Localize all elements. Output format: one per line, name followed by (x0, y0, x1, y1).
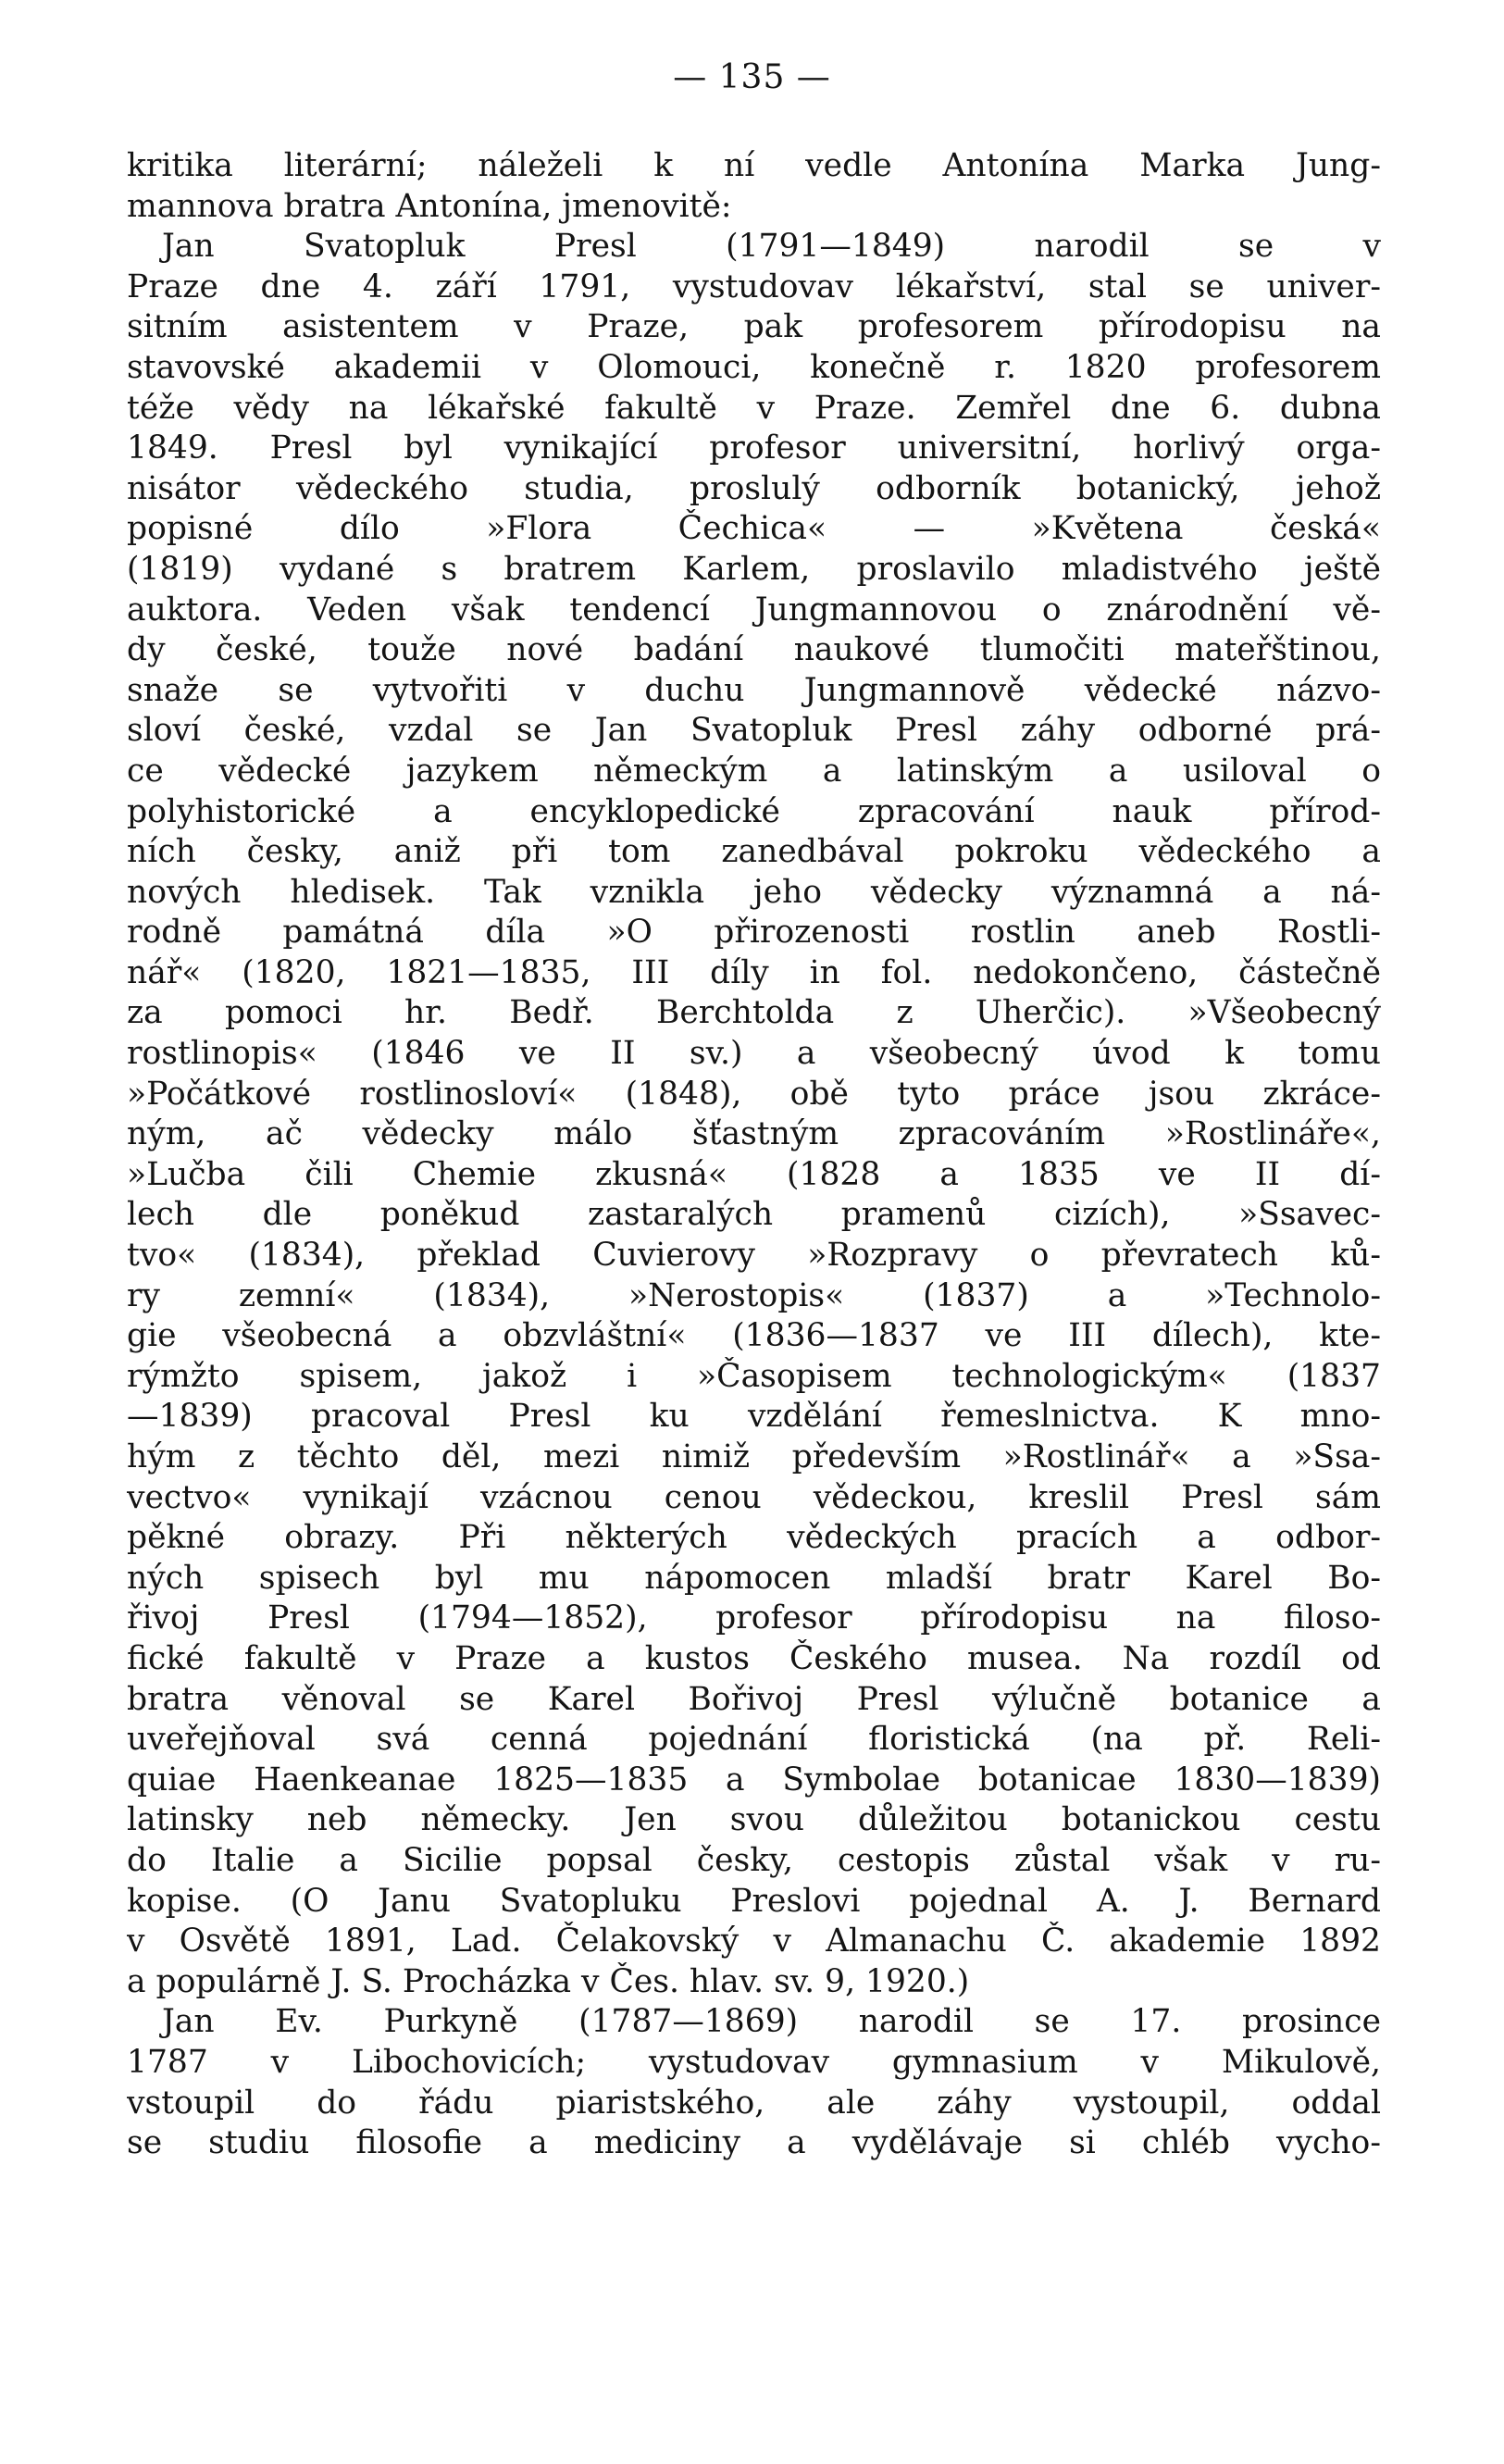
text-line: vstoupil do řádu piaristského, ale záhy vystoupil, oddal (127, 2084, 1381, 2122)
text-line: v Osvětě 1891, Lad. Čelakovský v Almanachu Č. akademie 1892 (127, 1923, 1381, 1960)
text-line: polyhistorické a encyklopedické zpracování nauk přírod- (127, 792, 1381, 830)
text-line: za pomoci hr. Bedř. Berchtolda z Uherčic). »Všeobecný (127, 994, 1381, 1032)
text-line: vectvo« vynikají vzácnou cenou vědeckou, kreslil Presl sám (127, 1478, 1381, 1516)
text-line: hým z těchto děl, mezi nimiž především »Rostlinář« a »Ssa- (127, 1438, 1381, 1475)
text-line: nář« (1820, 1821—1835, III díly in fol. nedokončeno, částečně (127, 953, 1381, 991)
text-line: bratra věnoval se Karel Bořivoj Presl výlučně botanice a (127, 1680, 1381, 1718)
text-line: snaže se vytvořiti v duchu Jungmannově vědecké názvo- (127, 671, 1381, 709)
text-line: popisné dílo »Flora Čechica« — »Květena česká« (127, 510, 1381, 548)
text-line: latinsky neb německy. Jen svou důležitou botanickou cestu (127, 1801, 1381, 1839)
page-number: — 135 — (673, 58, 831, 96)
body-text (127, 146, 1381, 2164)
text-line: kritika literární; náleželi k ní vedle Antonína Marka Jung- (127, 147, 1381, 184)
text-line: sitním asistentem v Praze, pak profesorem přírodopisu na (127, 308, 1381, 346)
text-line: (1819) vydané s bratrem Karlem, proslavilo mladistvého ještě (127, 550, 1381, 588)
text-line: ry zemní« (1834), »Nerostopis« (1837) a »Technolo- (127, 1276, 1381, 1314)
text-line: —1839) pracoval Presl ku vzdělání řemeslnictva. K mno- (127, 1398, 1381, 1436)
text-line: rostlinopis« (1846 ve II sv.) a všeobecný úvod k tomu (127, 1035, 1381, 1073)
text-line: Jan Svatopluk Presl (1791—1849) narodil se v (162, 228, 1381, 266)
text-line: 1787 v Libochovicích; vystudovav gymnasium v Mikulově, (127, 2043, 1381, 2081)
text-line: fické fakultě v Praze a kustos Českého musea. Na rozdíl od (127, 1639, 1381, 1677)
text-line: do Italie a Sicilie popsal česky, cestopis zůstal však v ru- (127, 1841, 1381, 1879)
text-line: se studiu filosofie a mediciny a vydělávaje si chléb vycho- (127, 2124, 1381, 2162)
text-line: dy české, touže nové badání naukové tlumočiti mateřštinou, (127, 631, 1381, 669)
text-line: ných spisech byl mu nápomocen mladší bratr Karel Bo- (127, 1559, 1381, 1597)
text-line: Praze dne 4. září 1791, vystudovav lékařství, stal se univer- (127, 268, 1381, 305)
text-line: gie všeobecná a obzvláštní« (1836—1837 ve III dílech), kte- (127, 1317, 1381, 1355)
text-line: 1849. Presl byl vynikající profesor universitní, horlivý orga- (127, 429, 1381, 467)
text-line: sloví české, vzdal se Jan Svatopluk Presl záhy odborné prá- (127, 712, 1381, 750)
text-line: nových hledisek. Tak vznikla jeho vědecky významná a ná- (127, 873, 1381, 911)
text-line: a populárně J. S. Procházka v Čes. hlav. sv. 9, 1920.) (127, 1962, 970, 2000)
text-line: pěkné obrazy. Při některých vědeckých pracích a odbor- (127, 1519, 1381, 1557)
text-line: rýmžto spisem, jakož i »Časopisem technologickým« (1837 (127, 1357, 1381, 1395)
text-line: nisátor vědeckého studia, proslulý odborník botanický, jehož (127, 469, 1381, 507)
text-line: ným, ač vědecky málo šťastným zpracováním »Rostlináře«, (127, 1115, 1381, 1153)
text-line: rodně památná díla »O přirozenosti rostlin aneb Rostli- (127, 914, 1381, 952)
text-line: tvo« (1834), překlad Cuvierovy »Rozpravy o převratech ků- (127, 1237, 1381, 1275)
text-line: mannova bratra Antonína, jmenovitě: (127, 187, 732, 225)
text-line: stavovské akademii v Olomouci, konečně r. 1820 profesorem (127, 348, 1381, 386)
text-line: »Počátkové rostlinosloví« (1848), obě tyto práce jsou zkráce- (127, 1075, 1381, 1113)
text-line: lech dle poněkud zastaralých pramenů cizích), »Ssavec- (127, 1196, 1381, 1234)
text-line: Jan Ev. Purkyně (1787—1869) narodil se 17. prosince (162, 2003, 1381, 2041)
text-line: téže vědy na lékařské fakultě v Praze. Zemřel dne 6. dubna (127, 389, 1381, 427)
text-line: ních česky, aniž při tom zanedbával pokroku vědeckého a (127, 833, 1381, 871)
text-line: auktora. Veden však tendencí Jungmannovou o znárodnění vě- (127, 591, 1381, 628)
text-line: »Lučba čili Chemie zkusná« (1828 a 1835 ve II dí- (127, 1155, 1381, 1193)
text-line: řivoj Presl (1794—1852), profesor přírodopisu na filoso- (127, 1599, 1381, 1637)
text-line: ce vědecké jazykem německým a latinským a usiloval o (127, 752, 1381, 790)
text-line: kopise. (O Janu Svatopluku Preslovi pojednal A. J. Bernard (127, 1882, 1381, 1920)
text-line: quiae Haenkeanae 1825—1835 a Symbolae botanicae 1830—1839) (127, 1761, 1381, 1798)
text-line: uveřejňoval svá cenná pojednání floristická (na př. Reli- (127, 1721, 1381, 1759)
